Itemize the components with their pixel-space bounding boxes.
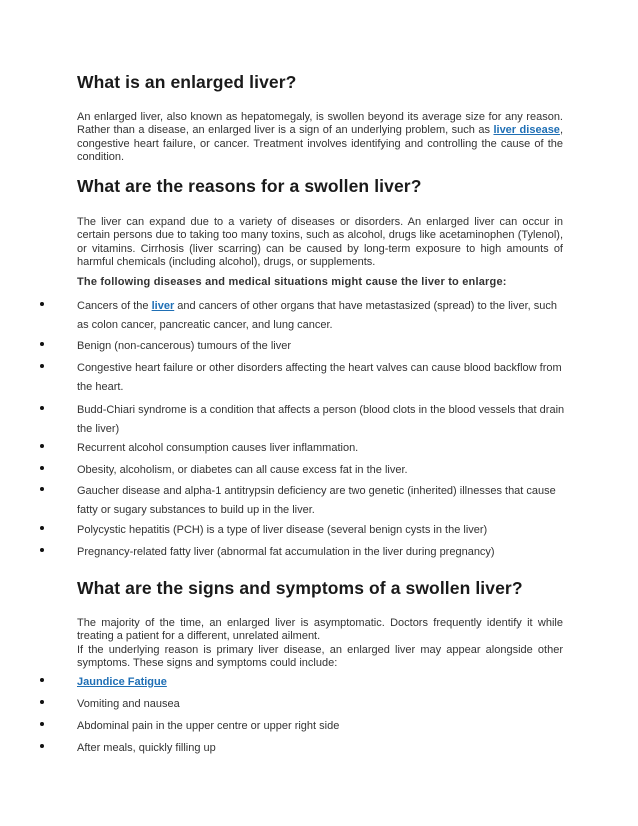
link-liver-disease[interactable]: liver disease [493,124,560,137]
bullet-icon [40,406,44,410]
paragraph-enlarged-liver: An enlarged liver, also known as hepatomegaly, is swollen beyond its average size for any reason. Rather than a disease, an enlarged liver is a sign of an underlying problem, such as liver disease, congestive heart failure, or cancer. Treatment involves identifying and controlling the cause of the condition. [77,111,563,164]
list-intro: The following diseases and medical situations might cause the liver to enlarge: [77,276,507,288]
bullet-icon [40,526,44,530]
paragraph-reasons: The liver can expand due to a variety of diseases or disorders. An enlarged liver can occur in certain persons due to taking too many toxins, such as alcohol, drugs like acetaminophen (Tylenol), or vitamins. Cirrhosis (liver scarring) can be caused by long-term exposure to high amounts of harmful chemicals (including alcohol), drugs, or supplements. [77,216,563,269]
bullet-icon [40,487,44,491]
bullet-icon [40,342,44,346]
bullet-icon [40,364,44,368]
bullet-icon [40,722,44,726]
bullet-icon [40,302,44,306]
bullet-icon [40,548,44,552]
bullet-icon [40,466,44,470]
heading-signs-symptoms: What are the signs and symptoms of a swollen liver? [77,578,523,598]
bullet-icon [40,700,44,704]
bullet-icon [40,678,44,682]
bullet-icon [40,744,44,748]
heading-enlarged-liver: What is an enlarged liver? [77,72,297,92]
heading-reasons: What are the reasons for a swollen liver? [77,176,422,196]
link-liver[interactable]: liver [151,300,175,312]
link-jaundice-fatigue[interactable]: Jaundice Fatigue [77,676,167,688]
paragraph-signs-1: The majority of the time, an enlarged liver is asymptomatic. Doctors frequently identify it while treating a patient for a different, unrelated ailment. [77,617,563,643]
bullet-icon [40,444,44,448]
document-page: What is an enlarged liver? An enlarged liver, also known as hepatomegaly, is swollen beyond its average size for any reason. Rather than a disease, an enlarged liver is a sign of an underlying problem, such as liver disease, congestive heart failure, or cancer. Treatment involves identifying and controlling the cause of the condition. What are the reasons for a swollen liver? The liver can expand due to a variety of diseases or disorders. An enlarged liver can occur in certain persons due to taking too many toxins, such as alcohol, drugs like acetaminophen (Tylenol), or vitamins. Cirrhosis (liver scarring) can be caused by long-term exposure to high amounts of harmful chemicals (including alcohol), drugs, or supplements. The following diseases and medical situations might cause the liver to enlarge: Cancers of the liver and cancers of other organs that have metastasized (spread) to the liver, such as colon cancer, pancreatic cancer, and lung cancer. Benign (non-cancerous) tumours of the liver Congestive heart failure or other disorders affecting the heart valves can cause blood backflow from the heart. Budd-Chiari syndrome is a condition that affects a person (blood clots in the blood vessels that drain the liver) Recurrent alcohol consumption causes liver inflammation. Obesity, alcoholism, or diabetes can all cause excess fat in the liver. Gaucher disease and alpha-1 antitrypsin deficiency are two genetic (inherited) illnesses that cause fatty or sugary substances to build up in the liver. Polycystic hepatitis (PCH) is a type of liver disease (several benign cysts in the liver) Pregnancy-related fatty liver (abnormal fat accumulation in the liver during pregnancy) What are the signs and symptoms of a swollen liver? The majority of the time, an enlarged liver is asymptomatic. Doctors frequently identify it while treating a patient for a different, unrelated ailment. If the underlying reason is primary liver disease, an enlarged liver may appear alongside other symptoms. These signs and symptoms could include: Jaundice Fatigue Vomiting and nausea Abdominal pain in the upper centre or upper right side After meals, quickly filling up [0,0,638,826]
paragraph-signs-2: If the underlying reason is primary liver disease, an enlarged liver may appear alongside other symptoms. These signs and symptoms could include: [77,644,563,670]
